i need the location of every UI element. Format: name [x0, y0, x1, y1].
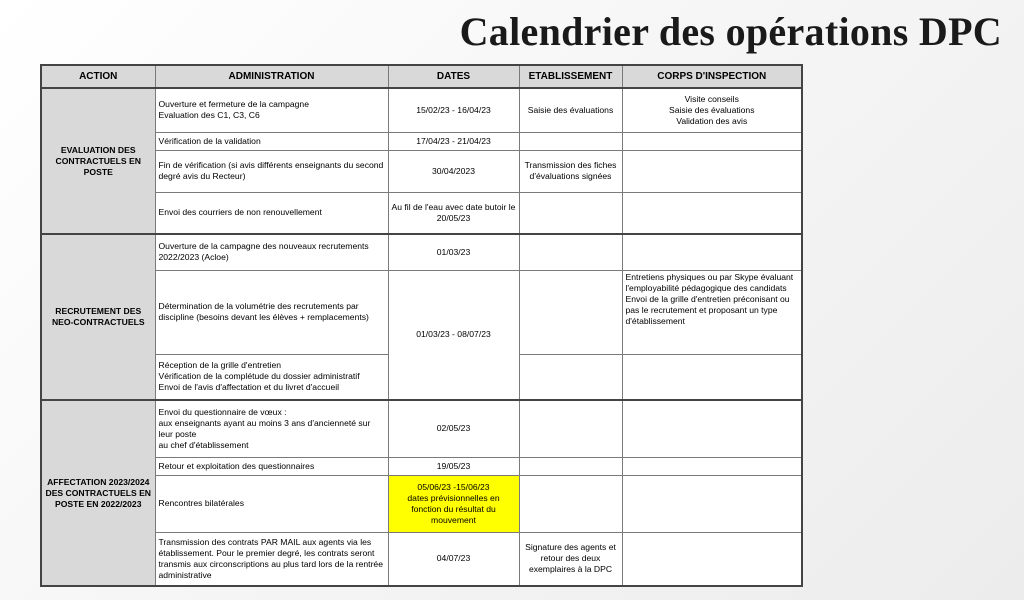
corps-cell [622, 400, 802, 457]
corps-cell [622, 192, 802, 234]
etablissement-cell [519, 400, 622, 457]
dates-cell: 02/05/23 [388, 400, 519, 457]
table-row [41, 132, 802, 150]
dates-cell: 01/03/23 [388, 234, 519, 270]
admin-cell: Envoi des courriers de non renouvellement [155, 192, 388, 234]
etablissement-cell [519, 354, 622, 400]
admin-cell: Vérification de la validation [155, 132, 388, 150]
dates-cell-highlighted: 05/06/23 -15/06/23 dates prévisionnelles en fonction du résultat du mouvement [388, 475, 519, 532]
corps-cell [622, 132, 802, 150]
header-corps-inspection: CORPS D'INSPECTION [622, 65, 802, 88]
etablissement-cell [519, 270, 622, 354]
table-row [41, 88, 802, 132]
admin-cell: Rencontres bilatérales [155, 475, 388, 532]
header-etablissement: ETABLISSEMENT [519, 65, 622, 88]
page-title: Calendrier des opérations DPC [459, 9, 1002, 54]
corps-cell [622, 150, 802, 192]
header-action: ACTION [41, 65, 155, 88]
admin-cell: Envoi du questionnaire de vœux : aux enseignants ayant au moins 3 ans d'ancienneté sur leur poste au chef d'établissement [155, 400, 388, 457]
action-recrutement: RECRUTEMENT DES NEO-CONTRACTUELS [41, 234, 155, 400]
etablissement-cell: Transmission des fiches d'évaluations signées [519, 150, 622, 192]
table-row [41, 270, 802, 354]
admin-cell: Ouverture et fermeture de la campagne Evaluation des C1, C3, C6 [155, 88, 388, 132]
corps-cell [622, 475, 802, 532]
dates-cell: 30/04/2023 [388, 150, 519, 192]
operations-calendar-table [40, 64, 803, 587]
dates-cell: 17/04/23 - 21/04/23 [388, 132, 519, 150]
etablissement-cell [519, 475, 622, 532]
corps-cell: Entretiens physiques ou par Skype évaluant l'employabilité pédagogique des candidats Envoi de la grille d'entretien préconisant ou pas le recrutement et proposant un type d'établissement [622, 270, 802, 354]
table-row [41, 234, 802, 270]
admin-cell: Réception de la grille d'entretien Vérification de la complétude du dossier administratif Envoi de l'avis d'affectation et du livret d'accueil [155, 354, 388, 400]
corps-cell [622, 532, 802, 586]
admin-cell: Transmission des contrats PAR MAIL aux agents via les établissement. Pour le premier degré, les contrats seront transmis aux circonscriptions au plus tard lors de la rentrée administrative [155, 532, 388, 586]
table-row [41, 400, 802, 457]
action-affectation: AFFECTATION 2023/2024 DES CONTRACTUELS EN POSTE EN 2022/2023 [41, 400, 155, 586]
table-row [41, 150, 802, 192]
etablissement-cell: Signature des agents et retour des deux exemplaires à la DPC [519, 532, 622, 586]
table-row [41, 532, 802, 586]
etablissement-cell [519, 132, 622, 150]
corps-cell [622, 354, 802, 400]
corps-cell: Visite conseils Saisie des évaluations Validation des avis [622, 88, 802, 132]
etablissement-cell [519, 192, 622, 234]
header-administration: ADMINISTRATION [155, 65, 388, 88]
header-dates: DATES [388, 65, 519, 88]
corps-cell [622, 234, 802, 270]
corps-cell [622, 457, 802, 475]
dates-cell: 15/02/23 - 16/04/23 [388, 88, 519, 132]
table-row [41, 192, 802, 234]
etablissement-cell [519, 457, 622, 475]
dates-cell: 19/05/23 [388, 457, 519, 475]
admin-cell: Ouverture de la campagne des nouveaux recrutements 2022/2023 (Acloe) [155, 234, 388, 270]
admin-cell: Fin de vérification (si avis différents enseignants du second degré avis du Recteur) [155, 150, 388, 192]
admin-cell: Retour et exploitation des questionnaires [155, 457, 388, 475]
dates-cell: 01/03/23 - 08/07/23 [388, 270, 519, 400]
dates-cell: 04/07/23 [388, 532, 519, 586]
table-row [41, 457, 802, 475]
dates-cell: Au fil de l'eau avec date butoir le 20/05/23 [388, 192, 519, 234]
action-evaluation: EVALUATION DES CONTRACTUELS EN POSTE [41, 88, 155, 234]
table-row [41, 475, 802, 532]
header-row [41, 65, 802, 88]
etablissement-cell: Saisie des évaluations [519, 88, 622, 132]
admin-cell: Détermination de la volumétrie des recrutements par discipline (besoins devant les élèves + remplacements) [155, 270, 388, 354]
etablissement-cell [519, 234, 622, 270]
